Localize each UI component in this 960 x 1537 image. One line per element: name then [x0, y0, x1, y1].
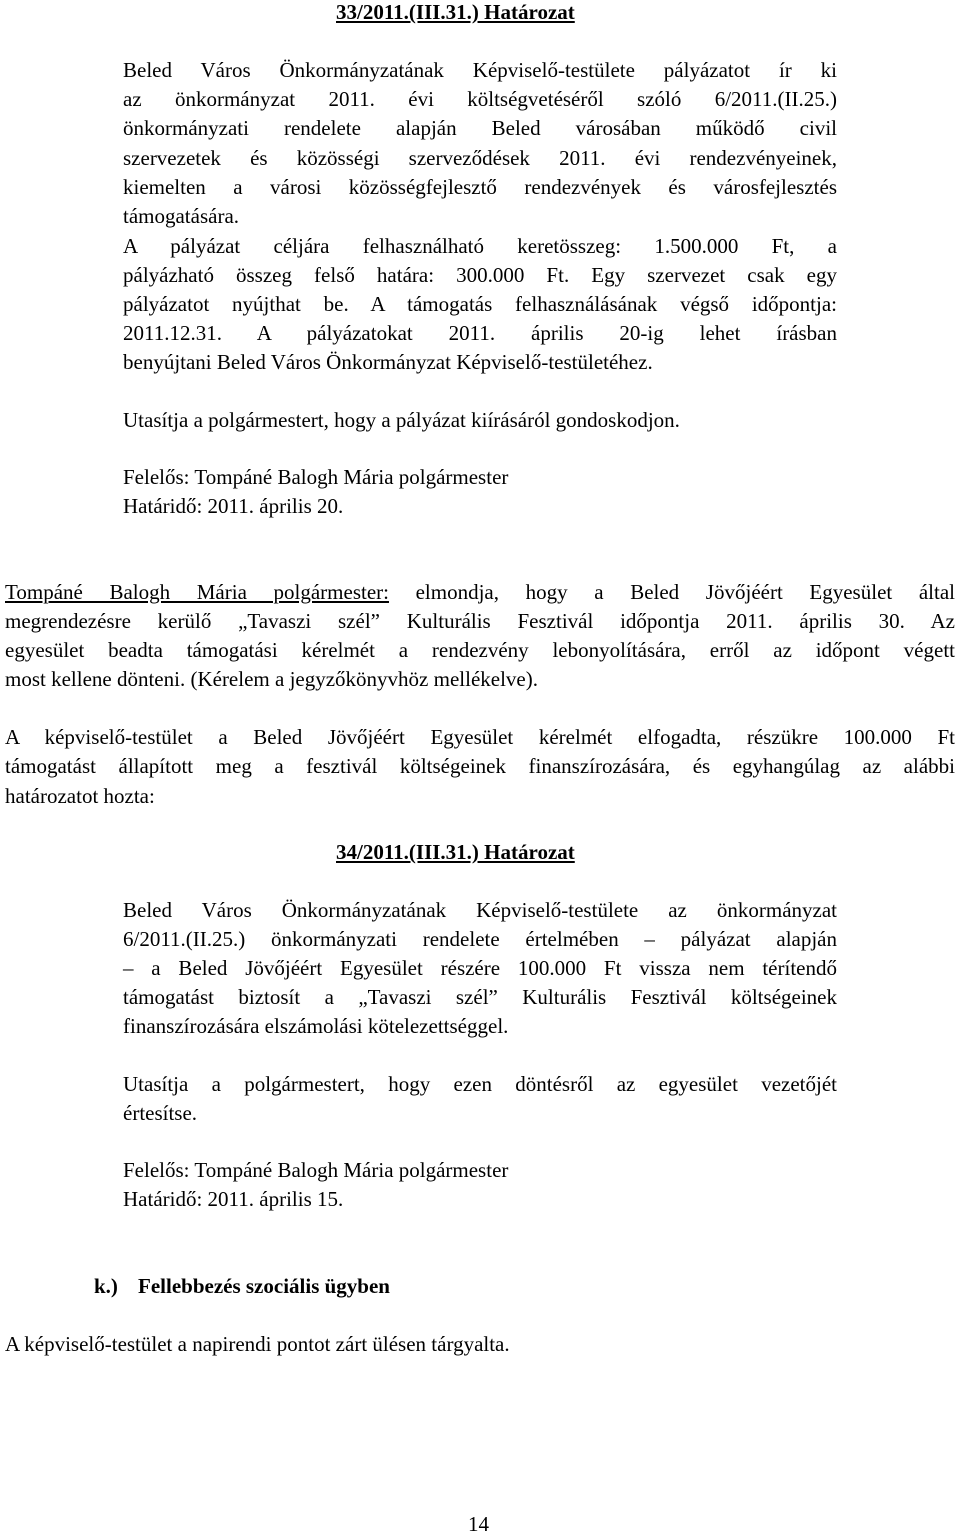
section-label: k.): [94, 1274, 118, 1298]
speaker-name: Tompáné Balogh Mária polgármester:: [5, 580, 389, 604]
resolution-text-line: benyújtani Beled Város Önkormányzat Képviselő-testületéhez.: [123, 350, 653, 374]
responsible-line: Felelős: Tompáné Balogh Mária polgármester: [123, 1158, 509, 1182]
deadline-line: Határidő: 2011. április 20.: [123, 494, 344, 518]
resolution-instruction: értesítse.: [123, 1101, 198, 1125]
resolution-text-line: pályázható összeg felső határa: 300.000 Ft. Egy szervezet csak egy: [123, 263, 837, 287]
resolution-text-line: szervezetek és közösségi szerveződések 2011. évi rendezvényeinek,: [123, 146, 837, 170]
statement-text: elmondja, hogy a Beled Jövőjéért Egyesület által: [388, 580, 955, 604]
resolution-text-line: A pályázat céljára felhasználható keretösszeg: 1.500.000 Ft, a: [123, 234, 837, 258]
section-text: A képviselő-testület a napirendi pontot zárt ülésen tárgyalta.: [5, 1332, 510, 1356]
resolution-text-line: Beled Város Önkormányzatának Képviselő-testülete az önkormányzat: [123, 898, 837, 922]
resolution-text-line: kiemelten a városi közösségfejlesztő rendezvények és városfejlesztés: [123, 175, 837, 199]
resolution-title: 33/2011.(III.31.) Határozat: [336, 0, 575, 24]
section-heading: Fellebbezés szociális ügyben: [138, 1274, 390, 1298]
resolution-text-line: Beled Város Önkormányzatának Képviselő-testülete pályázatot ír ki: [123, 58, 837, 82]
resolution-text-line: 6/2011.(II.25.) önkormányzati rendelete értelmében – pályázat alapján: [123, 927, 837, 951]
resolution-text-line: pályázatot nyújthat be. A támogatás felhasználásának végső időpontja:: [123, 292, 837, 316]
statement-line: egyesület beadta támogatási kérelmét a rendezvény lebonyolítására, erről az időpont végett: [5, 638, 955, 662]
resolution-instruction: Utasítja a polgármestert, hogy a pályázat kiírásáról gondoskodjon.: [123, 408, 680, 432]
resolution-title: 34/2011.(III.31.) Határozat: [336, 840, 575, 864]
page-number: 14: [468, 1512, 489, 1536]
deadline-line: Határidő: 2011. április 15.: [123, 1187, 344, 1211]
decision-line: támogatást állapított meg a fesztivál költségeinek finanszírozására, és egyhangúlag az alábbi: [5, 754, 955, 778]
resolution-text-line: finanszírozására elszámolási kötelezettséggel.: [123, 1014, 509, 1038]
statement-line: megrendezésre kerülő „Tavaszi szél” Kulturális Fesztivál időpontja 2011. április 30. Az: [5, 609, 955, 633]
resolution-text-line: az önkormányzat 2011. évi költségvetéséről szóló 6/2011.(II.25.): [123, 87, 837, 111]
responsible-line: Felelős: Tompáné Balogh Mária polgármester: [123, 465, 509, 489]
resolution-text-line: – a Beled Jövőjéért Egyesület részére 100.000 Ft vissza nem térítendő: [123, 956, 837, 980]
statement-line: most kellene dönteni. (Kérelem a jegyzőkönyvhöz mellékelve).: [5, 667, 538, 691]
decision-line: határozatot hozta:: [5, 784, 155, 808]
resolution-text-line: támogatására.: [123, 204, 240, 228]
statement-line: [5, 582, 955, 603]
decision-line: A képviselő-testület a Beled Jövőjéért Egyesület kérelmét elfogadta, részükre 100.000 Ft: [5, 725, 955, 749]
resolution-instruction: Utasítja a polgármestert, hogy ezen döntésről az egyesület vezetőjét: [123, 1072, 837, 1096]
resolution-text-line: támogatást biztosít a „Tavaszi szél” Kulturális Fesztivál költségeinek: [123, 985, 837, 1009]
resolution-text-line: 2011.12.31. A pályázatokat 2011. április 20-ig lehet írásban: [123, 321, 837, 345]
resolution-text-line: önkormányzati rendelete alapján Beled városában működő civil: [123, 116, 837, 140]
